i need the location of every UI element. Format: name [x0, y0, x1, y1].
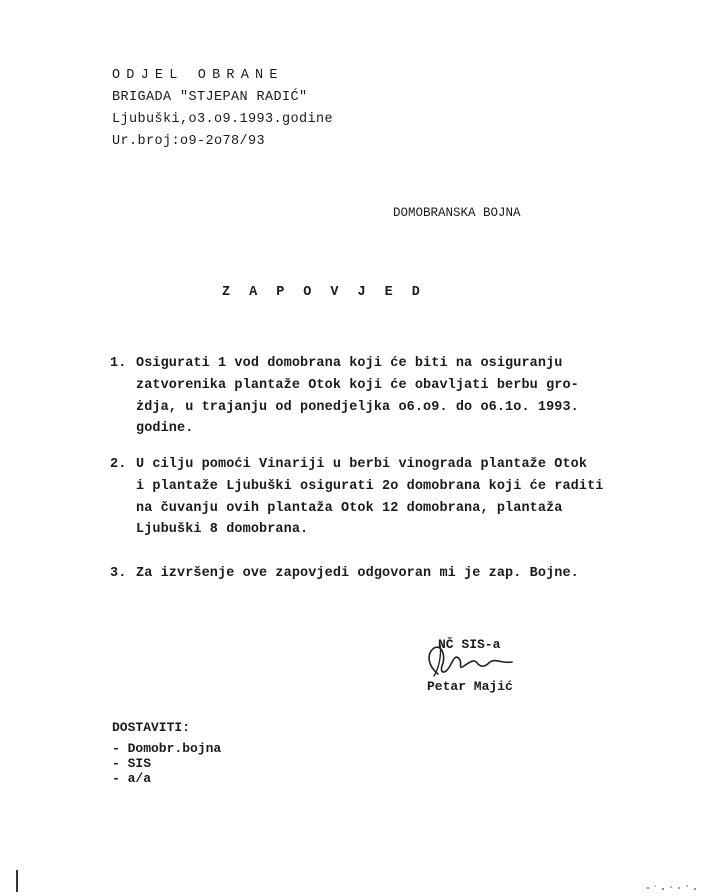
item-1-number: 1. — [110, 356, 127, 371]
document-title: ZAPOVJED — [222, 285, 439, 300]
delivery-entry: - SIS — [112, 756, 152, 771]
delivery-heading: DOSTAVITI: — [112, 720, 191, 735]
item-3-line-1: Za izvršenje ove zapovjedi odgovoran mi je zap. Bojne. — [136, 566, 579, 581]
delivery-entry: - Domobr.bojna — [112, 741, 222, 756]
item-2-number: 2. — [110, 457, 127, 472]
scan-edge-mark — [16, 870, 18, 892]
item-1-line-1: Osigurati 1 vod domobrana koji će biti na osiguranju — [136, 356, 563, 371]
signatory-name: Petar Majić — [427, 679, 513, 694]
item-2-line-1: U cilju pomoći Vinariji u berbi vinograda plantaže Otok — [136, 457, 588, 472]
brigade-heading: BRIGADA "STJEPAN RADIĆ" — [112, 90, 308, 105]
scan-noise — [643, 882, 703, 892]
item-1-line-2: zatvorenika plantaže Otok koji će obavljati berbu gro- — [136, 378, 579, 393]
place-date: Ljubuški,o3.o9.1993.godine — [112, 112, 334, 127]
item-3-number: 3. — [110, 566, 127, 581]
reference-number: Ur.broj:o9-2o78/93 — [112, 134, 266, 149]
item-1-line-3: żdja, u trajanju od ponedjeljka o6.o9. do o6.1o. 1993. — [136, 400, 579, 415]
signatory-title: NČ SIS-a — [438, 637, 501, 652]
department-heading: ODJEL OBRANE — [112, 68, 284, 83]
recipient-unit: DOMOBRANSKA BOJNA — [393, 206, 521, 220]
signature-block — [420, 636, 560, 700]
item-2-line-4: Ljubuški 8 domobrana. — [136, 522, 309, 537]
item-1-line-4: godine. — [136, 421, 194, 436]
item-2-line-3: na čuvanju ovih plantaža Otok 12 domobrana, plantaža — [136, 501, 563, 516]
item-2-line-2: i plantaže Ljubuški osigurati 2o domobrana koji će raditi — [136, 479, 604, 494]
delivery-entry: - a/a — [112, 771, 152, 786]
